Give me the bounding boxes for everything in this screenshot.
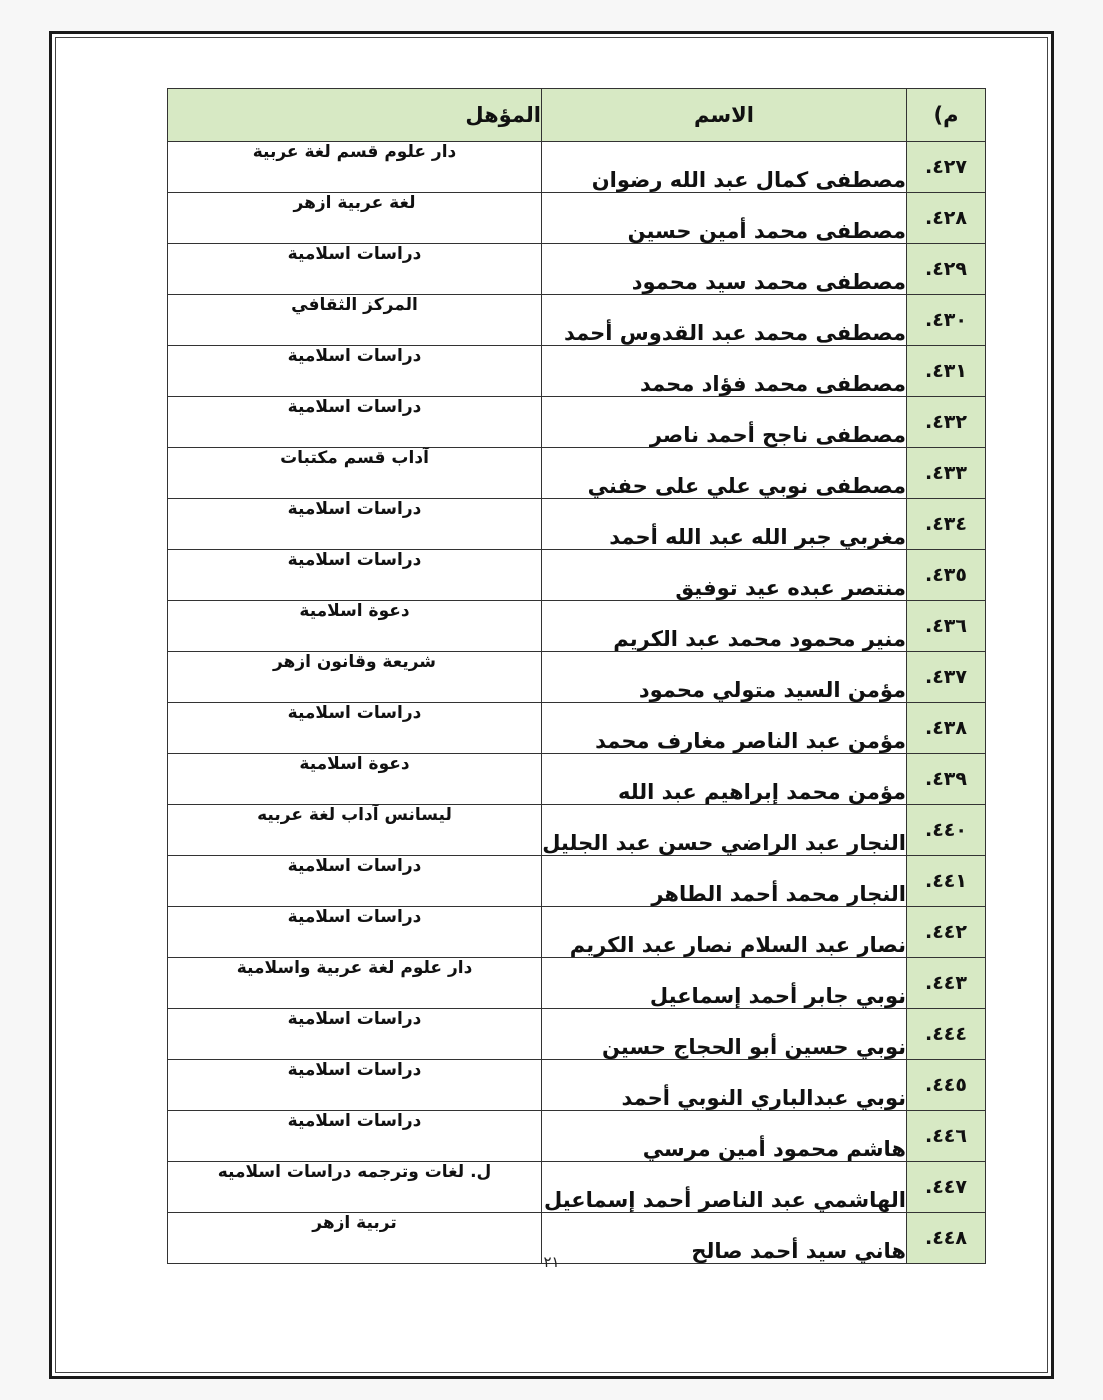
row-number: ٤٤٨.: [907, 1213, 986, 1264]
row-qualification: ليسانس آداب لغة عربيه: [168, 805, 542, 856]
table-row: [168, 601, 986, 652]
row-number: ٤٢٧.: [907, 142, 986, 193]
row-qualification: دراسات اسلامية: [168, 703, 542, 754]
row-number: ٤٤٠.: [907, 805, 986, 856]
table-row: [168, 397, 986, 448]
row-name: مصطفى محمد أمين حسين: [542, 193, 907, 244]
row-number: ٤٣٢.: [907, 397, 986, 448]
table-row: [168, 295, 986, 346]
row-number: ٤٤٦.: [907, 1111, 986, 1162]
header-name: الاسم: [542, 89, 907, 142]
table-row: [168, 1009, 986, 1060]
table-row: [168, 805, 986, 856]
row-number: ٤٣٧.: [907, 652, 986, 703]
header-number: م): [907, 89, 986, 142]
table-row: [168, 499, 986, 550]
row-number: ٤٤٢.: [907, 907, 986, 958]
table-row: [168, 1111, 986, 1162]
row-qualification: دراسات اسلامية: [168, 499, 542, 550]
row-qualification: المركز الثقافي: [168, 295, 542, 346]
row-qualification: دراسات اسلامية: [168, 244, 542, 295]
row-qualification: دراسات اسلامية: [168, 1009, 542, 1060]
table-row: [168, 703, 986, 754]
row-number: ٤٤٥.: [907, 1060, 986, 1111]
row-name: نوبي حسين أبو الحجاج حسين: [542, 1009, 907, 1060]
row-qualification: دار علوم لغة عربية واسلامية: [168, 958, 542, 1009]
row-name: مؤمن عبد الناصر مغارف محمد: [542, 703, 907, 754]
row-number: ٤٤٤.: [907, 1009, 986, 1060]
row-qualification: آداب قسم مكتبات: [168, 448, 542, 499]
row-qualification: شريعة وقانون ازهر: [168, 652, 542, 703]
row-number: ٤٣٩.: [907, 754, 986, 805]
row-qualification: تربية ازهر: [168, 1213, 542, 1264]
row-name: مصطفى محمد سيد محمود: [542, 244, 907, 295]
row-name: مصطفى محمد فؤاد محمد: [542, 346, 907, 397]
row-name: منير محمود محمد عبد الكريم: [542, 601, 907, 652]
row-name: الهاشمي عبد الناصر أحمد إسماعيل: [542, 1162, 907, 1213]
row-number: ٤٢٩.: [907, 244, 986, 295]
row-qualification: دراسات اسلامية: [168, 1060, 542, 1111]
row-qualification: دعوة اسلامية: [168, 754, 542, 805]
row-number: ٤٣٣.: [907, 448, 986, 499]
row-qualification: دراسات اسلامية: [168, 856, 542, 907]
row-number: ٤٣٨.: [907, 703, 986, 754]
table-row: [168, 907, 986, 958]
table-row: [168, 142, 986, 193]
row-name: منتصر عبده عيد توفيق: [542, 550, 907, 601]
table-row: [168, 652, 986, 703]
row-name: مصطفى ناجح أحمد ناصر: [542, 397, 907, 448]
row-number: ٤٣١.: [907, 346, 986, 397]
row-qualification: ل. لغات وترجمه دراسات اسلاميه: [168, 1162, 542, 1213]
row-number: ٤٤١.: [907, 856, 986, 907]
row-number: ٤٣٠.: [907, 295, 986, 346]
table-row: [168, 550, 986, 601]
table-row: [168, 1162, 986, 1213]
row-qualification: دراسات اسلامية: [168, 1111, 542, 1162]
row-number: ٤٤٣.: [907, 958, 986, 1009]
row-name: مؤمن محمد إبراهيم عبد الله: [542, 754, 907, 805]
table-row: [168, 193, 986, 244]
row-qualification: دراسات اسلامية: [168, 346, 542, 397]
row-number: ٤٣٦.: [907, 601, 986, 652]
table-row: [168, 346, 986, 397]
row-number: ٤٣٥.: [907, 550, 986, 601]
row-name: مغربي جبر الله عبد الله أحمد: [542, 499, 907, 550]
row-name: النجار محمد أحمد الطاهر: [542, 856, 907, 907]
row-name: هاشم محمود أمين مرسي: [542, 1111, 907, 1162]
row-name: مصطفى نوبي علي على حفني: [542, 448, 907, 499]
table-row: [168, 856, 986, 907]
row-name: هاني سيد أحمد صالح: [542, 1213, 907, 1264]
header-qualification: المؤهل: [168, 89, 542, 142]
table-row: [168, 958, 986, 1009]
row-number: ٤٢٨.: [907, 193, 986, 244]
row-qualification: دعوة اسلامية: [168, 601, 542, 652]
row-qualification: دراسات اسلامية: [168, 550, 542, 601]
row-qualification: لغة عربية ازهر: [168, 193, 542, 244]
row-name: نوبي عبدالباري النوبي أحمد: [542, 1060, 907, 1111]
table-row: [168, 448, 986, 499]
row-name: مصطفى كمال عبد الله رضوان: [542, 142, 907, 193]
row-number: ٤٣٤.: [907, 499, 986, 550]
table-row: [168, 754, 986, 805]
row-name: النجار عبد الراضي حسن عبد الجليل: [542, 805, 907, 856]
row-name: مؤمن السيد متولي محمود: [542, 652, 907, 703]
page-number: ٢١: [543, 1253, 560, 1271]
table-header-row: [168, 89, 986, 142]
row-qualification: دراسات اسلامية: [168, 907, 542, 958]
row-number: ٤٤٧.: [907, 1162, 986, 1213]
table-row: [168, 244, 986, 295]
table-row: [168, 1060, 986, 1111]
row-qualification: دار علوم قسم لغة عربية: [168, 142, 542, 193]
row-qualification: دراسات اسلامية: [168, 397, 542, 448]
row-name: مصطفى محمد عبد القدوس أحمد: [542, 295, 907, 346]
row-name: نوبي جابر أحمد إسماعيل: [542, 958, 907, 1009]
roster-table: [167, 88, 986, 1264]
row-name: نصار عبد السلام نصار عبد الكريم: [542, 907, 907, 958]
